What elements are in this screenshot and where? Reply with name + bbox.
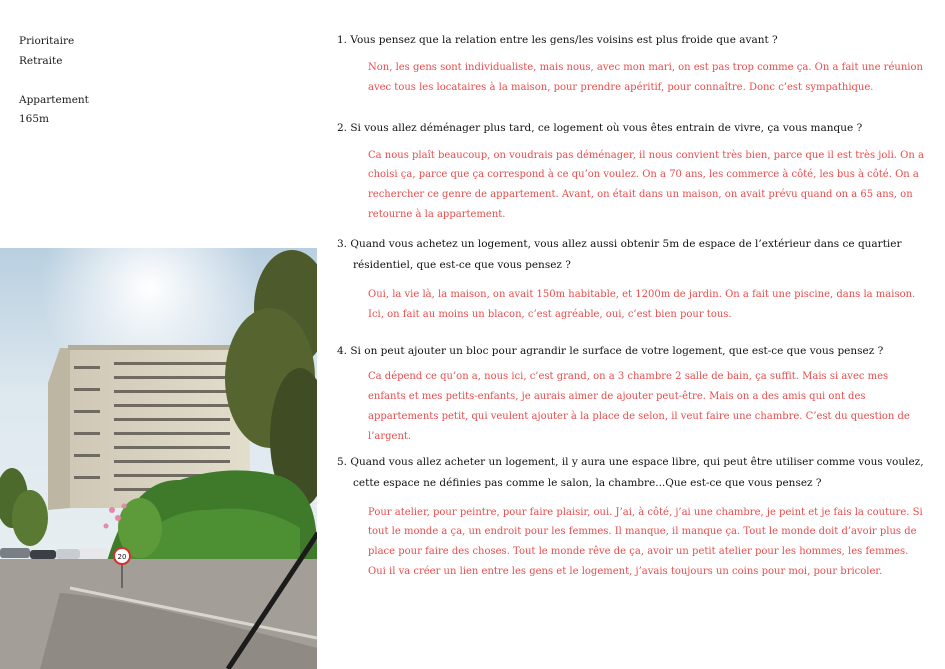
building-photo (0, 248, 317, 669)
building-photo-illustration (0, 248, 317, 669)
answer-4: Ca dépend ce qu’on a, nous ici, c’est grand, on a 3 chambre 2 salle de bain, ça suffit. Mais si avec mes enfants et mes petits-enfants, je aurais aimer de ajouter peut-être. Mais on a des amis qui ont des appartements petit, qui veulent ajouter à la place de selon, il veut faire une chambre. C’est du question de l’argent. (368, 371, 910, 442)
traffic-sign-label: 20 (117, 553, 127, 561)
question-3: 3. Quand vous achetez un logement, vous allez aussi obtenir 5m de espace de l’extérieur dans ce quartier résidentiel, que est-ce que vous pensez ? (337, 237, 902, 271)
question-2: 2. Si vous allez déménager plus tard, ce logement où vous êtes entrain de vivre, ça vous manque ? (337, 121, 863, 134)
profile-size: 165m (19, 113, 49, 125)
profile-occupation: Retraite (19, 54, 63, 67)
profile-status: Prioritaire (19, 35, 75, 47)
interview-section (337, 30, 927, 582)
answer-1: Non, les gens sont individualiste, mais nous, avec mon mari, on est pas trop comme ça. On a fait une réunion avec tous les locataires à la maison, pour prendre apéritif, pour connaître. Donc c’est sympathique. (368, 62, 923, 93)
question-4: 4. Si on peut ajouter un bloc pour agrandir le surface de votre logement, que est-ce que vous pensez ? (337, 345, 884, 358)
question-1: 1. Vous pensez que la relation entre les gens/les voisins est plus froide que avant ? (337, 34, 778, 46)
answer-3: Oui, la vie là, la maison, on avait 150m habitable, et 1200m de jardin. On a fait une piscine, dans la maison. Ici, on fait au moins un blacon, c’est agréable, oui, c’est bien pour tous. (368, 288, 916, 320)
answer-5: Pour atelier, pour peintre, pour faire plaisir, oui. J’ai, à côté, j’ai une chambre, je peint et je fais la couture. Si tout le monde a ça, un endroit pour les femmes. Il manque, il manque ça. Tout le monde doit d’avoir plus de place pour faire des choses. Tout le monde rêve de ça, avoir un petit atelier pour les hommes, les femmes. Oui il va créer un lien entre les gens et le logement, j’avais toujours un coins pour moi, pour bricoler. (368, 506, 923, 577)
profile-spacer (19, 71, 89, 91)
answer-2: Ca nous plaît beaucoup, on voudrais pas déménager, il nous convient très bien, parce que il est très joli. On a choisi ça, parce que ça correspond à ce qu’on voulez. On a 70 ans, les commerce à côté, les bus à côté. On a rechercher ce genre de appartement. Avant, on était dans un maison, on avait prévu quand on a 65 ans, on retourne à la appartement. (368, 149, 924, 220)
question-5: 5. Quand vous allez acheter un logement, il y aura une espace libre, qui peut être utiliser comme vous voulez, cette espace ne définies pas comme le salon, la chambre...Que est-ce que vous pensez ? (337, 455, 924, 489)
profile-block (19, 32, 89, 130)
profile-housing: Appartement (19, 93, 89, 106)
